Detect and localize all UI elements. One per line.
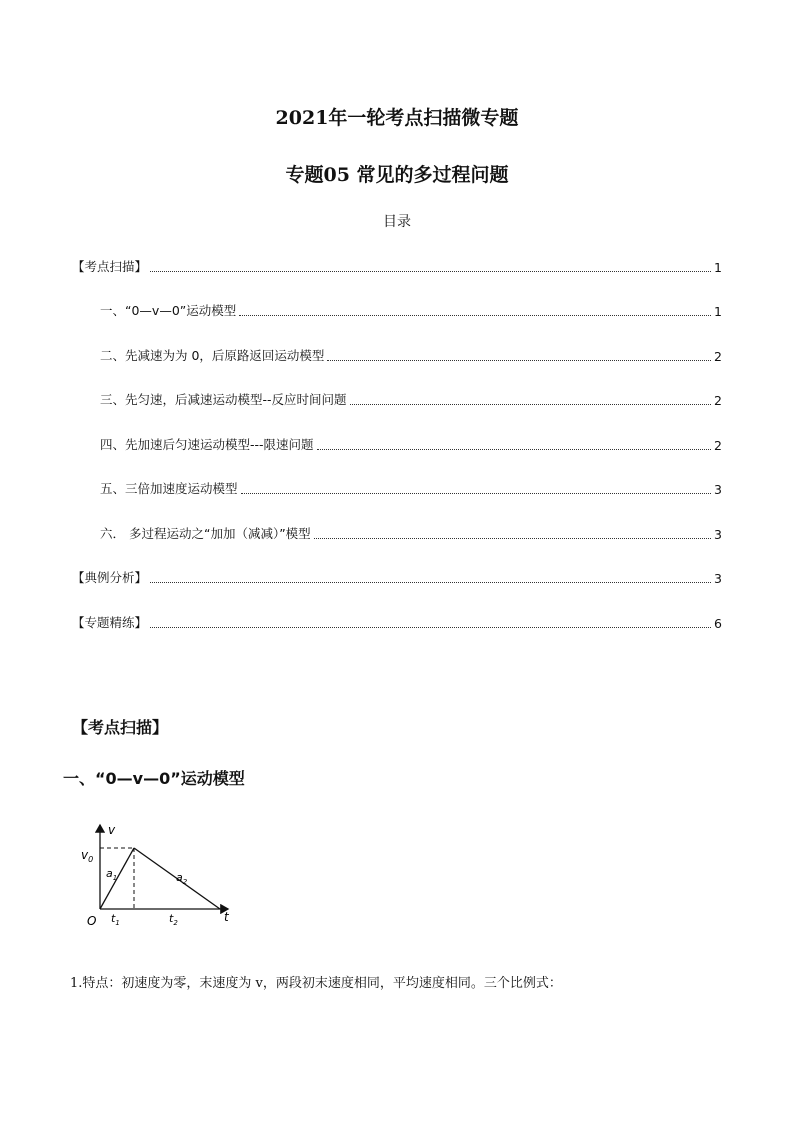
toc-entry[interactable]: [100, 390, 722, 408]
toc-entry-page: 3: [714, 527, 722, 542]
a1-label: $a_1$: [106, 867, 118, 882]
document-subtitle: 专题05 常见的多过程问题: [285, 164, 509, 186]
toc-entry-page: 3: [714, 482, 722, 497]
document-title: 2021年一轮考点扫描微专题: [275, 107, 519, 129]
toc-entry[interactable]: [72, 257, 722, 275]
v0-label: $v_0$: [81, 848, 94, 864]
toc-entry-page: 2: [714, 393, 722, 408]
toc-heading: 目录: [383, 214, 411, 230]
toc-entry-page: 2: [714, 349, 722, 364]
toc-entry-label: 四、先加速后匀速运动模型---限速问题: [100, 437, 314, 452]
x-axis-label: t: [224, 910, 229, 924]
a2-label: $a_2$: [176, 871, 188, 886]
toc-entry-label: 【典例分析】: [72, 570, 148, 585]
toc-leader-dots: [314, 537, 711, 539]
toc-leader-dots: [150, 581, 711, 583]
toc-entry-label: 一、“0—v—0”运动模型: [100, 303, 237, 318]
toc-entry-label: 三、先匀速，后减速运动模型--反应时间问题: [100, 392, 347, 407]
toc-entry-label: 五、三倍加速度运动模型: [100, 481, 238, 496]
subsection-heading: 一、“0—v—0”运动模型: [63, 769, 245, 788]
toc-leader-dots: [350, 403, 712, 405]
body-paragraph: 1.特点：初速度为零，末速度为 v，两段初末速度相同，平均速度相同。三个比例式：: [70, 976, 562, 991]
origin-label: O: [87, 914, 97, 928]
toc-entry[interactable]: [100, 479, 722, 497]
toc-entry[interactable]: [100, 524, 722, 542]
section-heading: 【考点扫描】: [72, 718, 169, 737]
y-axis-label: v: [108, 823, 116, 837]
toc-entry-page: 3: [714, 571, 722, 586]
toc-leader-dots: [317, 448, 712, 450]
toc-entry[interactable]: [100, 435, 722, 453]
toc-entry-page: 2: [714, 438, 722, 453]
velocity-time-graph: [70, 815, 250, 935]
toc-entry[interactable]: [72, 568, 722, 586]
toc-entry-label: 六． 多过程运动之“加加（减减）”模型: [100, 526, 311, 541]
toc-entry-page: 1: [714, 304, 722, 319]
t2-label: $t_2$: [169, 912, 178, 927]
toc-entry-page: 1: [714, 260, 722, 275]
toc-leader-dots: [241, 492, 712, 494]
toc-entry[interactable]: [100, 301, 722, 319]
toc-entry-label: 【专题精练】: [72, 615, 148, 630]
toc-entry[interactable]: [72, 613, 722, 631]
toc-entry[interactable]: [100, 346, 722, 364]
toc-leader-dots: [327, 359, 711, 361]
toc-entry-label: 二、先减速为为 0，后原路返回运动模型: [100, 348, 325, 363]
toc-leader-dots: [239, 314, 711, 316]
toc-leader-dots: [150, 270, 711, 272]
toc-entry-page: 6: [714, 616, 722, 631]
t1-label: $t_1$: [111, 912, 120, 927]
toc-entry-label: 【考点扫描】: [72, 259, 148, 274]
toc-leader-dots: [150, 626, 711, 628]
